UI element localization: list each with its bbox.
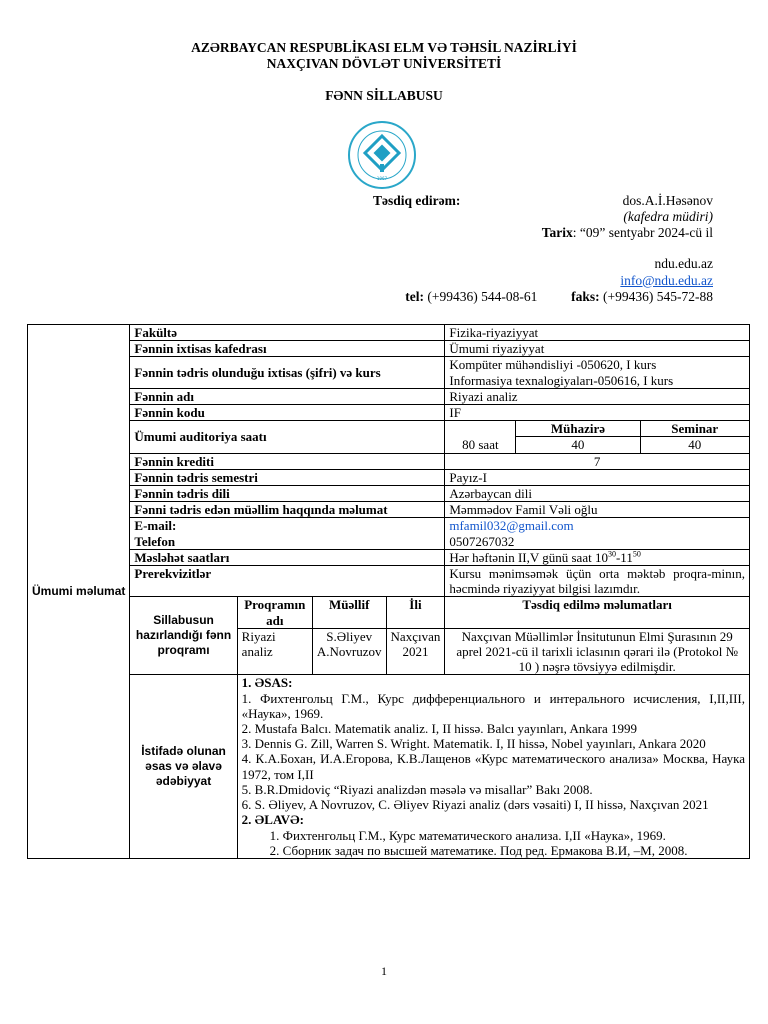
consult-label: Məsləhət saatları xyxy=(130,549,445,565)
course-name-value: Riyazi analiz xyxy=(445,388,750,404)
approval-label: Təsdiq edirəm: xyxy=(373,193,461,208)
program-year-1: Naxçıvan xyxy=(390,628,441,644)
approver-role: (kafedra müdiri) xyxy=(623,209,713,224)
extra-literature-item: 1. Фихтенгольц Г.М., Курс математического анализа. I,II «Наука», 1969. xyxy=(269,827,666,843)
dept-label: Fənnin ixtisas kafedrası xyxy=(130,341,445,357)
hours-total: 80 saat xyxy=(445,421,516,452)
seminar-label: Seminar xyxy=(640,421,749,437)
course-code-label: Fənnin kodu xyxy=(130,405,445,421)
program-name-header: Proqramın adı xyxy=(237,597,312,628)
lecture-label: Mühazirə xyxy=(516,421,640,437)
phone-fax-line xyxy=(313,289,713,306)
document-title: FƏNN SİLLABUSU xyxy=(325,88,443,103)
faculty-label: Fakültə xyxy=(130,325,445,341)
lecture-hours: 40 xyxy=(516,437,640,453)
dept-value: Ümumi riyaziyyat xyxy=(445,341,750,357)
course-code-value: IF xyxy=(445,405,750,421)
date-label: Tarix xyxy=(541,225,573,240)
program-name: Riyazi analiz xyxy=(237,628,312,675)
prereq-value: Kursu mənimsəmək üçün orta məktəb proqra-minın, həcmində riyaziyyat bilgisi lazımdır. xyxy=(445,566,750,597)
university-logo xyxy=(347,120,417,190)
program-author-header: Müəllif xyxy=(312,597,386,628)
program-year-header: İli xyxy=(386,597,445,628)
literature-item: 5. B.R.Dmidoviç “Riyazi analizdən məsələ və misallar” Bakı 2008. xyxy=(241,781,593,797)
literature-item: 2. Mustafa Balcı. Matematik analiz. I, II hissə. Balcı yayınları, Ankara 1999 xyxy=(241,721,637,737)
hours-breakdown xyxy=(445,421,749,452)
credit-label: Fənnin krediti xyxy=(130,453,445,469)
website: ndu.edu.az xyxy=(654,256,713,271)
language-value: Azərbaycan dili xyxy=(445,486,750,502)
contact-block xyxy=(313,256,713,306)
semester-label: Fənnin tədris semestri xyxy=(130,469,445,485)
program-author-2: A.Novruzov xyxy=(316,644,382,660)
literature-section: İstifadə olunan əsas və əlavə ədəbiyyat xyxy=(130,675,237,858)
teacher-phone: 0507267032 xyxy=(449,533,515,549)
approval-block xyxy=(373,193,713,241)
program-approval: Naxçıvan Müəllimlər İnsitutunun Elmi Şurasının 29 aprel 2021-cü il tarixli iclasının qərari ilə (Protokol № 10 ) nəşrə tövsiyyə edilmişdir. xyxy=(445,628,750,675)
specialty-line-1: Kompüter mühəndisliyi -050620, I kurs xyxy=(449,357,657,373)
extra-literature-heading: 2. ƏLAVƏ: xyxy=(241,812,304,828)
tel-label: tel: xyxy=(405,289,425,304)
extra-literature-item: 2. Сборник задач по высшей математике. Под ред. Ермакова В.И, –М, 2008. xyxy=(269,842,688,858)
teacher-value: Məmmədov Famil Vəli oğlu xyxy=(445,502,750,518)
language-label: Fənnin tədris dili xyxy=(130,486,445,502)
specialty-label: Fənnin tədris olunduğu ixtisas (şifri) və kurs xyxy=(130,357,445,388)
literature-item: 4. К.А.Бохан, И.А.Егорова, К.В.Лащенов «Курс математического анализа» Москва, Наука 1972, том I,II xyxy=(241,751,745,782)
university-title: NAXÇIVAN DÖVLƏT UNİVERSİTETİ xyxy=(266,56,502,71)
teacher-email[interactable]: mfamil032@gmail.com xyxy=(449,518,574,534)
program-section: Sillabusun hazırlandığı fənn proqramı xyxy=(130,597,237,675)
faculty-value: Fizika-riyaziyyat xyxy=(445,325,750,341)
semester-value: Payız-I xyxy=(445,469,750,485)
page-number: 1 xyxy=(381,964,387,978)
literature-item: 3. Dennis G. Zill, Warren S. Wright. Matematik. I, II hissə, Nobel yayınları, Ankara 2020 xyxy=(241,736,706,752)
approval-date xyxy=(373,225,713,241)
program-year-2: 2021 xyxy=(402,644,429,660)
tel-value: (+99436) 544-08-61 xyxy=(424,289,538,304)
literature-item: 1. Фихтенгольц Г.М., Курс дифференциального и интерального исчисления, I,II,III, «Наука», 1969. xyxy=(241,690,745,721)
phone-label: Telefon xyxy=(134,533,176,549)
ministry-title: AZƏRBAYCAN RESPUBLİKASI ELM VƏ TƏHSİL NAZİRLİYİ xyxy=(191,40,577,55)
literature-item: 6. S. Əliyev, A Novruzov, C. Əliyev Riyazi analiz (dərs vəsaiti) I, II hissə, Naxçıvan 2021 xyxy=(241,797,709,813)
main-literature-heading: 1. ƏSAS: xyxy=(241,675,293,691)
program-approval-header: Təsdiq edilmə məlumatları xyxy=(445,597,750,628)
date-value: : “09” sentyabr 2024-cü il xyxy=(572,225,713,240)
hours-label: Ümumi auditoriya saatı xyxy=(130,421,445,453)
consult-value: Hər həftənin II,V günü saat $10^{30}-11^{50}$ xyxy=(445,549,750,565)
svg-text:1967: 1967 xyxy=(376,176,388,181)
general-info-section: Ümumi məlumat xyxy=(28,325,130,859)
teacher-label: Fənni tədris edən müəllim haqqında məlumat xyxy=(130,502,445,518)
fax-label: faks: xyxy=(571,289,600,304)
seminar-hours: 40 xyxy=(640,437,749,453)
program-author-1: S.Əliyev xyxy=(326,628,373,644)
credit-value: 7 xyxy=(445,453,750,469)
specialty-line-2: Informasiya texnalogiyaları-050616, I kurs xyxy=(449,372,674,388)
fax-value: (+99436) 545-72-88 xyxy=(599,289,713,304)
prereq-label: Prerekvizitlər xyxy=(130,566,445,597)
literature-list xyxy=(237,675,749,858)
email-link[interactable]: info@ndu.edu.az xyxy=(620,272,713,288)
syllabus-table xyxy=(27,324,750,859)
course-name-label: Fənnin adı xyxy=(130,388,445,404)
email-label: E-mail: xyxy=(134,518,177,534)
approver-name: dos.A.İ.Həsənov xyxy=(622,193,713,208)
